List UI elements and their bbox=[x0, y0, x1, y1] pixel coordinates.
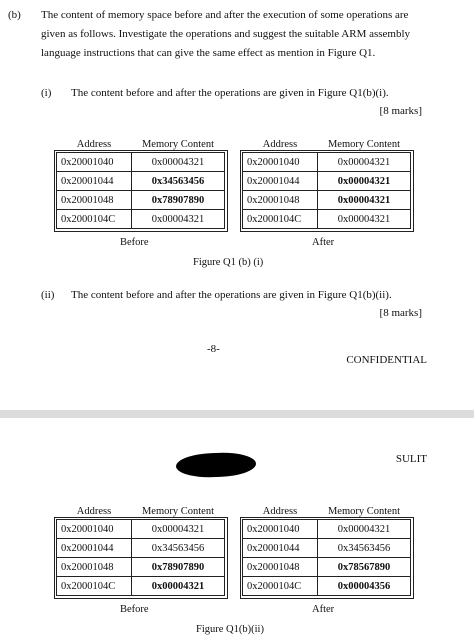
address-cell: 0x20001040 bbox=[57, 153, 132, 172]
fig2-after-table bbox=[242, 503, 411, 596]
fig2-after-label: After bbox=[312, 604, 335, 615]
intro-line-3: language instructions that can give the same effect as mention in Figure Q1. bbox=[41, 47, 376, 59]
table-row bbox=[57, 210, 225, 229]
table-row bbox=[243, 539, 411, 558]
content-cell: 0x00004321 bbox=[132, 520, 225, 539]
content-cell: 0x00004321 bbox=[318, 172, 411, 191]
col-address-header: Address bbox=[262, 505, 298, 517]
table-row bbox=[57, 520, 225, 539]
col-content-header: Memory Content bbox=[141, 505, 215, 517]
address-cell: 0x20001048 bbox=[57, 191, 132, 210]
address-cell: 0x20001048 bbox=[243, 191, 318, 210]
header-sulit: SULIT bbox=[395, 453, 427, 465]
footer-confidential: CONFIDENTIAL bbox=[346, 354, 427, 366]
part-i-label: (i) bbox=[41, 87, 52, 99]
content-cell: 0x78907890 bbox=[132, 558, 225, 577]
table-header-row bbox=[57, 136, 225, 153]
part-ii-label: (ii) bbox=[41, 289, 55, 301]
intro-line-1: The content of memory space before and after the execution of some operations are bbox=[41, 9, 409, 21]
page-number: -8- bbox=[207, 343, 220, 355]
table-row bbox=[243, 210, 411, 229]
table-row bbox=[243, 191, 411, 210]
question-label-b: (b) bbox=[8, 9, 21, 21]
address-cell: 0x2000104C bbox=[57, 210, 132, 229]
content-cell: 0x00004356 bbox=[318, 577, 411, 596]
address-cell: 0x2000104C bbox=[243, 577, 318, 596]
page-separator bbox=[0, 410, 474, 418]
redaction-blot bbox=[176, 452, 257, 479]
address-cell: 0x20001048 bbox=[57, 558, 132, 577]
table-row bbox=[243, 172, 411, 191]
intro-line-2: given as follows. Investigate the operations and suggest the suitable ARM assembly bbox=[41, 28, 411, 40]
col-address-header: Address bbox=[76, 505, 112, 517]
col-address-header: Address bbox=[76, 138, 112, 150]
content-cell: 0x00004321 bbox=[318, 153, 411, 172]
content-cell: 0x00004321 bbox=[318, 210, 411, 229]
address-cell: 0x20001048 bbox=[243, 558, 318, 577]
content-cell: 0x78907890 bbox=[132, 191, 225, 210]
content-cell: 0x34563456 bbox=[132, 539, 225, 558]
fig1-after-table bbox=[242, 136, 411, 229]
table-row bbox=[243, 577, 411, 596]
content-cell: 0x00004321 bbox=[132, 210, 225, 229]
col-content-header: Memory Content bbox=[327, 505, 401, 517]
figure-caption-1: Figure Q1 (b) (i) bbox=[193, 257, 264, 268]
address-cell: 0x20001040 bbox=[243, 153, 318, 172]
address-cell: 0x2000104C bbox=[243, 210, 318, 229]
table-row bbox=[57, 539, 225, 558]
address-cell: 0x20001044 bbox=[243, 539, 318, 558]
table-row bbox=[243, 520, 411, 539]
content-cell: 0x00004321 bbox=[318, 191, 411, 210]
address-cell: 0x20001040 bbox=[243, 520, 318, 539]
table-row bbox=[57, 577, 225, 596]
part-i-text: The content before and after the operations are given in Figure Q1(b)(i). bbox=[71, 87, 389, 99]
fig2-before-label: Before bbox=[120, 604, 149, 615]
table-header-row bbox=[57, 503, 225, 520]
content-cell: 0x00004321 bbox=[318, 520, 411, 539]
content-cell: 0x00004321 bbox=[132, 153, 225, 172]
part-ii-text: The content before and after the operations are given in Figure Q1(b)(ii). bbox=[71, 289, 392, 301]
address-cell: 0x20001044 bbox=[57, 172, 132, 191]
table-header-row bbox=[243, 136, 411, 153]
table-row bbox=[57, 172, 225, 191]
col-content-header: Memory Content bbox=[327, 138, 401, 150]
content-cell: 0x00004321 bbox=[132, 577, 225, 596]
fig1-before-label: Before bbox=[120, 237, 149, 248]
fig2-before-table bbox=[56, 503, 225, 596]
table-row bbox=[57, 191, 225, 210]
table-row bbox=[243, 558, 411, 577]
table-row bbox=[57, 153, 225, 172]
table-header-row bbox=[243, 503, 411, 520]
part-ii-marks: [8 marks] bbox=[379, 307, 422, 319]
address-cell: 0x20001044 bbox=[243, 172, 318, 191]
address-cell: 0x20001044 bbox=[57, 539, 132, 558]
address-cell: 0x20001040 bbox=[57, 520, 132, 539]
part-i-marks: [8 marks] bbox=[379, 105, 422, 117]
table-row bbox=[243, 153, 411, 172]
content-cell: 0x34563456 bbox=[132, 172, 225, 191]
fig1-after-label: After bbox=[312, 237, 335, 248]
fig1-before-table bbox=[56, 136, 225, 229]
col-content-header: Memory Content bbox=[141, 138, 215, 150]
figure-caption-2: Figure Q1(b)(ii) bbox=[196, 624, 264, 635]
table-row bbox=[57, 558, 225, 577]
content-cell: 0x34563456 bbox=[318, 539, 411, 558]
content-cell: 0x78567890 bbox=[318, 558, 411, 577]
address-cell: 0x2000104C bbox=[57, 577, 132, 596]
col-address-header: Address bbox=[262, 138, 298, 150]
